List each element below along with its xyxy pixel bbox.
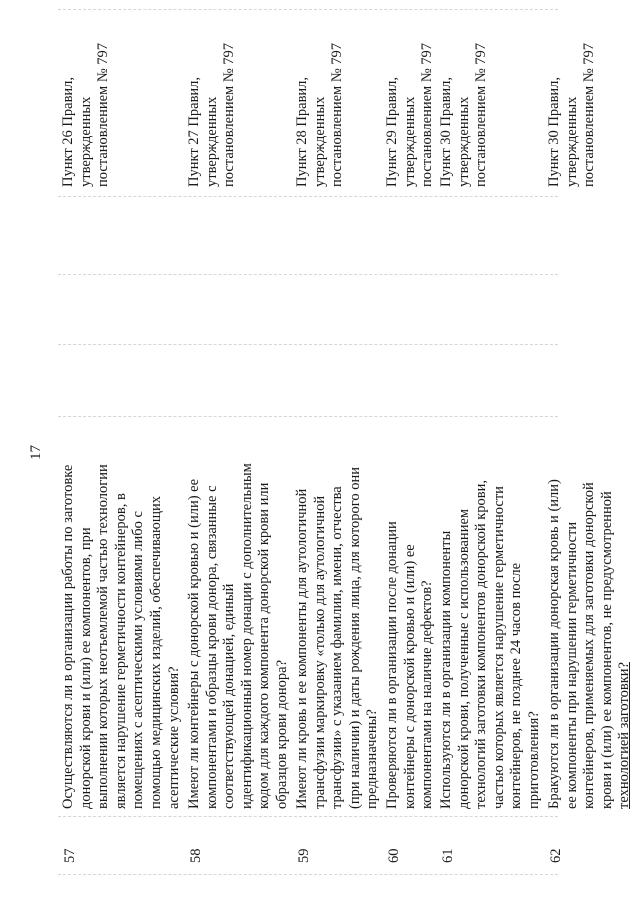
reference-line: Пункт 26 Правил, [60, 76, 76, 187]
reference-line: утвержденных [401, 96, 418, 187]
question-line: трансфузии маркировку «только для аутологичной [311, 495, 328, 809]
question-line: асептические условия? [165, 666, 182, 809]
row-number: 59 [296, 848, 312, 863]
reference-line: постановлением № 797 [419, 42, 436, 187]
legal-reference [294, 7, 347, 187]
question-line: Бракуются ли в организации донорская кровь и (или) [546, 479, 562, 809]
reference-line: Пункт 30 Правил, [546, 76, 562, 187]
legal-reference [546, 7, 599, 187]
question-text [186, 427, 292, 809]
question-line: донорской крови, полученные с использованием [455, 508, 472, 809]
column-divider [58, 816, 558, 817]
question-line: является нарушение герметичности контейнеров, в [112, 493, 129, 809]
legal-reference [438, 7, 491, 187]
reference-line: постановлением № 797 [473, 42, 490, 187]
question-line: образцов крови донора? [273, 659, 290, 809]
question-line: контейнеры с донорской кровью и (или) ее [401, 544, 418, 809]
question-line: Осуществляются ли в организации работы по заготовке [60, 464, 76, 809]
question-text [294, 427, 382, 809]
reference-line: Пункт 29 Правил, [384, 76, 400, 187]
question-line: компонентами и образцы крови донора, связанные с [203, 485, 220, 809]
reference-line: Пункт 28 Правил, [294, 76, 310, 187]
column-divider [58, 344, 558, 345]
question-line: контейнеров, применяемых для заготовки донорской [581, 482, 598, 809]
question-line: донорской крови и (или) ее компонентов, при [77, 527, 94, 809]
question-text [546, 427, 634, 809]
row-number: 58 [188, 848, 204, 863]
row-number: 61 [440, 848, 456, 863]
question-line: ее компоненты при нарушении герметичности [563, 521, 580, 809]
question-line: приготовления? [525, 711, 542, 809]
question-line: предназначены? [364, 709, 381, 809]
reference-line: Пункт 30 Правил, [438, 76, 454, 187]
reference-line: Пункт 27 Правил, [186, 76, 202, 187]
question-line: крови и (или) ее компонентов, не предусмотренной [598, 491, 615, 809]
question-line: Имеют ли контейнеры с донорской кровью и (или) ее [186, 478, 202, 809]
question-line: частью которых является нарушение герметичности [490, 486, 507, 809]
reference-line: утвержденных [311, 96, 328, 187]
row-number: 57 [62, 848, 78, 863]
column-divider [58, 874, 558, 875]
reference-line: постановлением № 797 [95, 42, 112, 187]
question-line: Используются ли в организации компоненты [438, 530, 454, 809]
legal-reference [186, 7, 239, 187]
question-line: компонентами на наличие дефектов? [419, 580, 436, 809]
question-text [60, 427, 183, 809]
question-line: идентификационный номер донации с дополнительным [238, 463, 255, 809]
question-line: соответствующей донацией, единый [221, 583, 238, 809]
column-divider [58, 196, 558, 197]
question-line: трансфузии» с указанием фамилии, имени, отчества [329, 486, 346, 809]
column-divider [58, 416, 558, 417]
reference-line: утвержденных [77, 96, 94, 187]
reference-line: постановлением № 797 [581, 42, 598, 187]
question-line: выполнении которых неотъемлемой частью технологии [95, 464, 112, 809]
question-line: кодом для каждого компонента донорской крови или [256, 482, 273, 809]
column-divider [58, 274, 558, 275]
question-line: Имеют ли кровь и ее компоненты для аутологичной [294, 488, 310, 809]
reference-line: постановлением № 797 [221, 42, 238, 187]
row-number: 62 [548, 848, 564, 863]
question-line: Проверяются ли в организации после донации [384, 521, 400, 809]
legal-reference [384, 7, 437, 187]
question-line: технологий заготовки компонентов донорской крови, [473, 479, 490, 809]
reference-line: постановлением № 797 [329, 42, 346, 187]
question-line: технологией заготовки? [616, 662, 633, 809]
checklist-table [58, 0, 633, 905]
question-line: контейнеров, не позднее 24 часов после [508, 562, 525, 809]
question-text [438, 427, 544, 809]
legal-reference [60, 7, 113, 187]
reference-line: утвержденных [563, 96, 580, 187]
question-line: помощью медицинских изделий, обеспечивающих [147, 495, 164, 809]
question-line: помещениях с асептическими условиями либо с [130, 511, 147, 809]
question-text [384, 427, 437, 809]
question-line: (при наличии) и даты рождения лица, для которого они [346, 467, 363, 809]
row-number: 60 [386, 848, 402, 863]
reference-line: утвержденных [455, 96, 472, 187]
reference-line: утвержденных [203, 96, 220, 187]
page-number: 17 [28, 445, 44, 460]
